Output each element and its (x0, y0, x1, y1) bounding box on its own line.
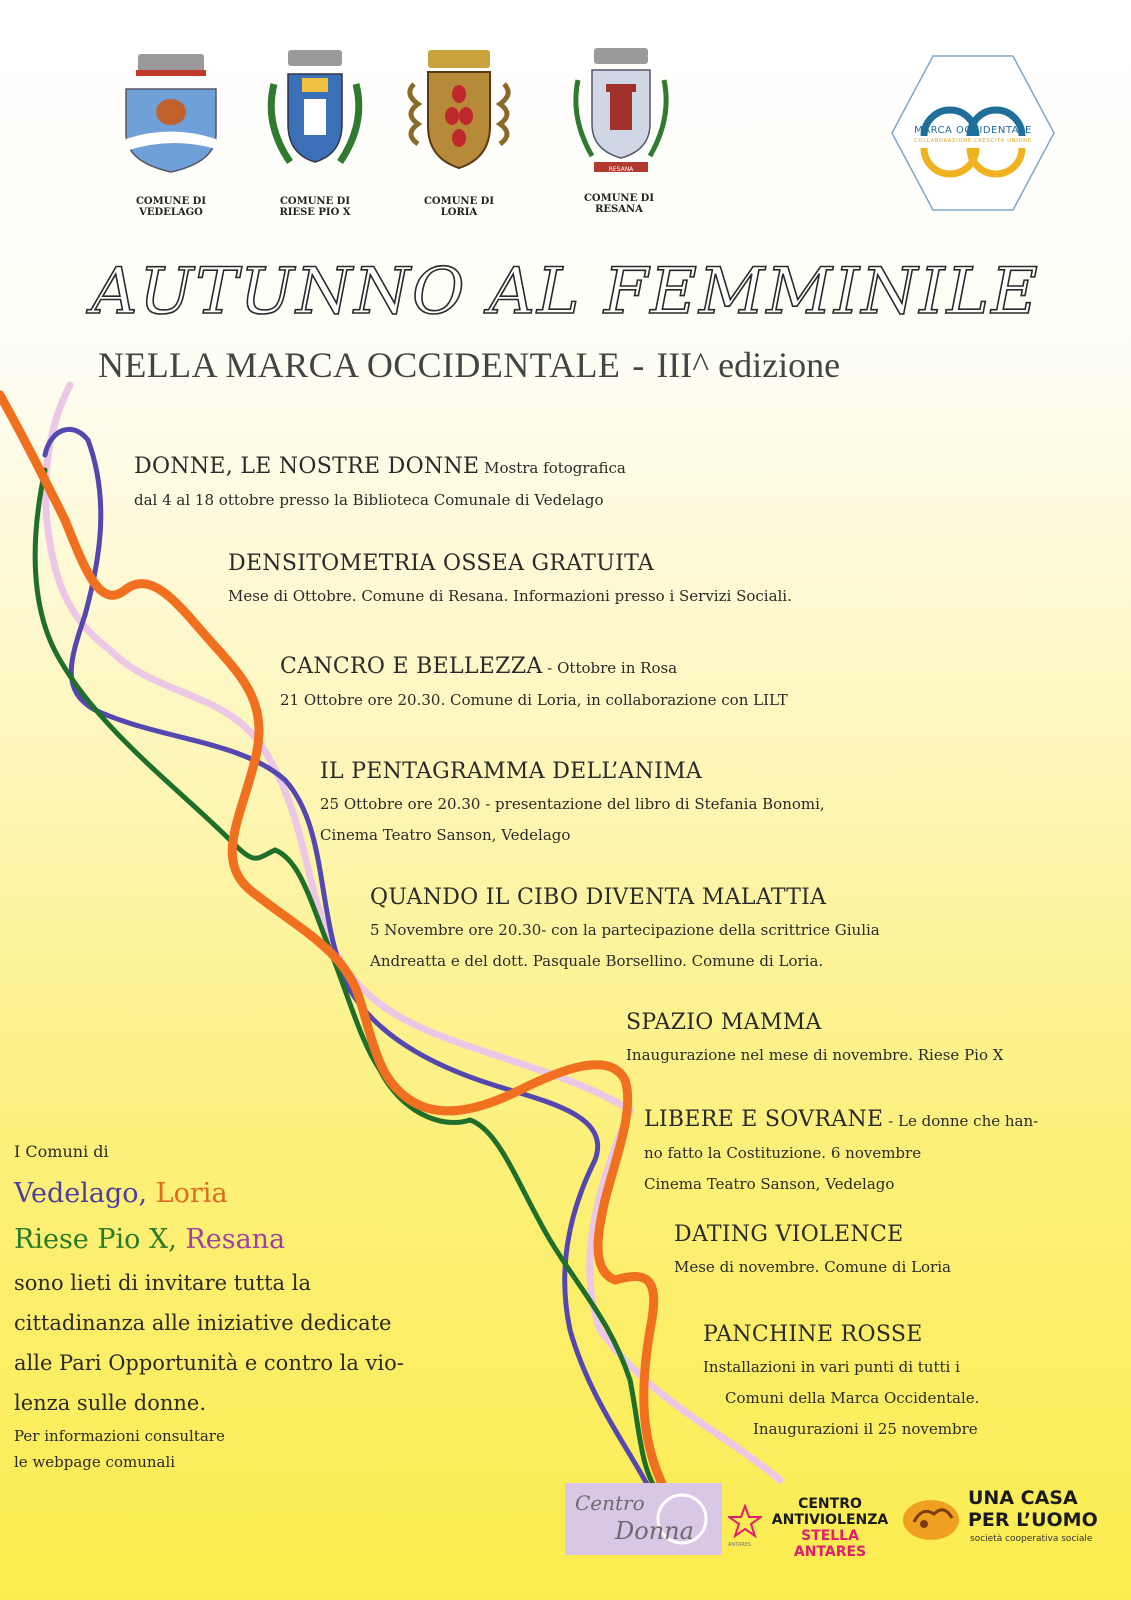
page-subtitle (98, 344, 1098, 386)
invitation-body-line: sono lieti di invitare tutta la (14, 1271, 311, 1295)
event-title: CANCRO E BELLEZZA (280, 654, 543, 679)
event-pentagramma (320, 755, 825, 851)
invitation-intro: I Comuni di (14, 1142, 109, 1161)
event-title: DENSITOMETRIA OSSEA GRATUITA (228, 551, 655, 576)
event-detail: Inaugurazione nel mese di novembre. Riese Pio X (626, 1046, 1004, 1064)
antares-line2: ANTIVIOLENZA (771, 1512, 889, 1528)
event-panchine-rosse (703, 1318, 979, 1445)
event-title: PANCHINE ROSSE (703, 1322, 923, 1347)
crest-resana-icon (566, 44, 676, 174)
event-detail: 25 Ottobre ore 20.30 - presentazione del libro di Stefania Bonomi, (320, 795, 825, 813)
event-title: SPAZIO MAMMA (626, 1010, 822, 1035)
town-riese: Riese Pio X (14, 1224, 169, 1255)
stella-antares-logo (726, 1490, 896, 1560)
town-separator: , (168, 1224, 186, 1255)
event-extra: - Ottobre in Rosa (542, 659, 678, 677)
event-detail: 5 Novembre ore 20.30- con la partecipazione della scrittrice Giulia (370, 921, 880, 939)
subtitle-edition: III^ edizione (656, 345, 841, 385)
event-detail: 21 Ottobre ore 20.30. Comune di Loria, in collaborazione con LILT (280, 691, 788, 709)
invitation-body-line: cittadinanza alle iniziative dedicate (14, 1311, 392, 1335)
event-title: DATING VIOLENCE (674, 1222, 904, 1247)
event-detail: dal 4 al 18 ottobre presso la Biblioteca Comunale di Vedelago (134, 491, 604, 509)
town-loria: Loria (155, 1178, 228, 1209)
invitation-info-line: Per informazioni consultare (14, 1427, 225, 1445)
event-cibo-malattia (370, 881, 880, 977)
crest-ribbon-label: RESANA (608, 166, 634, 173)
event-dating-violence (674, 1218, 951, 1283)
una-casa-per-luomo-logo (900, 1482, 1110, 1558)
invitation-info-line: le webpage comunali (14, 1453, 176, 1471)
casa-line2: PER L’UOMO (968, 1509, 1098, 1531)
town-resana: Resana (185, 1224, 286, 1255)
crest-label-resana: COMUNE DI RESANA (583, 193, 655, 215)
marca-logo-motto: COLLABORAZIONE CRESCITA UNIONE (914, 138, 1032, 144)
invitation-block (14, 1133, 514, 1475)
event-detail: Cinema Teatro Sanson, Vedelago (644, 1175, 895, 1193)
crest-riese-icon (260, 44, 370, 174)
crest-loria-icon (404, 44, 514, 174)
event-detail: Mese di novembre. Comune di Loria (674, 1258, 951, 1276)
event-extra: Mostra fotografica (479, 459, 626, 477)
antares-line1: CENTRO (798, 1496, 862, 1512)
invitation-towns-line2 (14, 1217, 514, 1263)
centro-donna-logo (565, 1483, 722, 1555)
crest-label-vedelago: COMUNE DI VEDELAGO (135, 196, 207, 218)
invitation-towns-line1 (14, 1171, 514, 1217)
subtitle-dash: - (632, 345, 645, 385)
event-detail: Cinema Teatro Sanson, Vedelago (320, 826, 571, 844)
crest-vedelago-icon (116, 44, 226, 174)
event-detail: Installazioni in vari punti di tutti i (703, 1358, 960, 1376)
event-densitometria (228, 547, 792, 612)
antares-line3: STELLA ANTARES (793, 1528, 867, 1560)
event-detail: Comuni della Marca Occidentale. (725, 1389, 980, 1407)
invitation-body-line: alle Pari Opportunità e contro la vio- (14, 1351, 404, 1375)
event-title: DONNE, LE NOSTRE DONNE (134, 454, 480, 479)
subtitle-main: NELLA MARCA OCCIDENTALE (98, 345, 621, 385)
event-title: LIBERE E SOVRANE (644, 1107, 884, 1132)
town-vedelago: Vedelago (14, 1178, 139, 1209)
event-detail: Andreatta e del dott. Pasquale Borsellino. Comune di Loria. (370, 952, 824, 970)
event-title: QUANDO IL CIBO DIVENTA MALATTIA (370, 885, 827, 910)
event-title: IL PENTAGRAMMA DELL’ANIMA (320, 759, 703, 784)
event-detail: Inaugurazioni il 25 novembre (753, 1420, 978, 1438)
event-libere-sovrane (644, 1103, 1038, 1200)
star-icon (728, 1504, 762, 1538)
casa-line1: UNA CASA (968, 1487, 1078, 1509)
marca-logo-name: MARCA OCCIDENTALE (914, 125, 1032, 136)
invitation-body-line: lenza sulle donne. (14, 1391, 207, 1415)
casa-logo-icon (900, 1492, 962, 1544)
event-detail: Mese di Ottobre. Comune di Resana. Informazioni presso i Servizi Sociali. (228, 587, 792, 605)
crest-label-loria: COMUNE DI LORIA (423, 196, 495, 218)
town-separator: , (138, 1178, 156, 1209)
centro-donna-line1: Centro (575, 1491, 645, 1515)
casa-tagline: società cooperativa sociale (970, 1534, 1093, 1544)
crest-label-riese: COMUNE DI RIESE PIO X (279, 196, 351, 218)
event-cancro-bellezza (280, 650, 788, 716)
centro-donna-line2: Donna (615, 1517, 694, 1545)
event-spazio-mamma (626, 1006, 1003, 1071)
page-title: AUTUNNO AL FEMMINILE (91, 255, 1040, 329)
event-donne (134, 450, 626, 516)
antares-tiny-label: ANTARES (728, 1542, 752, 1548)
event-detail: no fatto la Costituzione. 6 novembre (644, 1144, 922, 1162)
event-extra: - Le donne che han- (883, 1112, 1039, 1130)
